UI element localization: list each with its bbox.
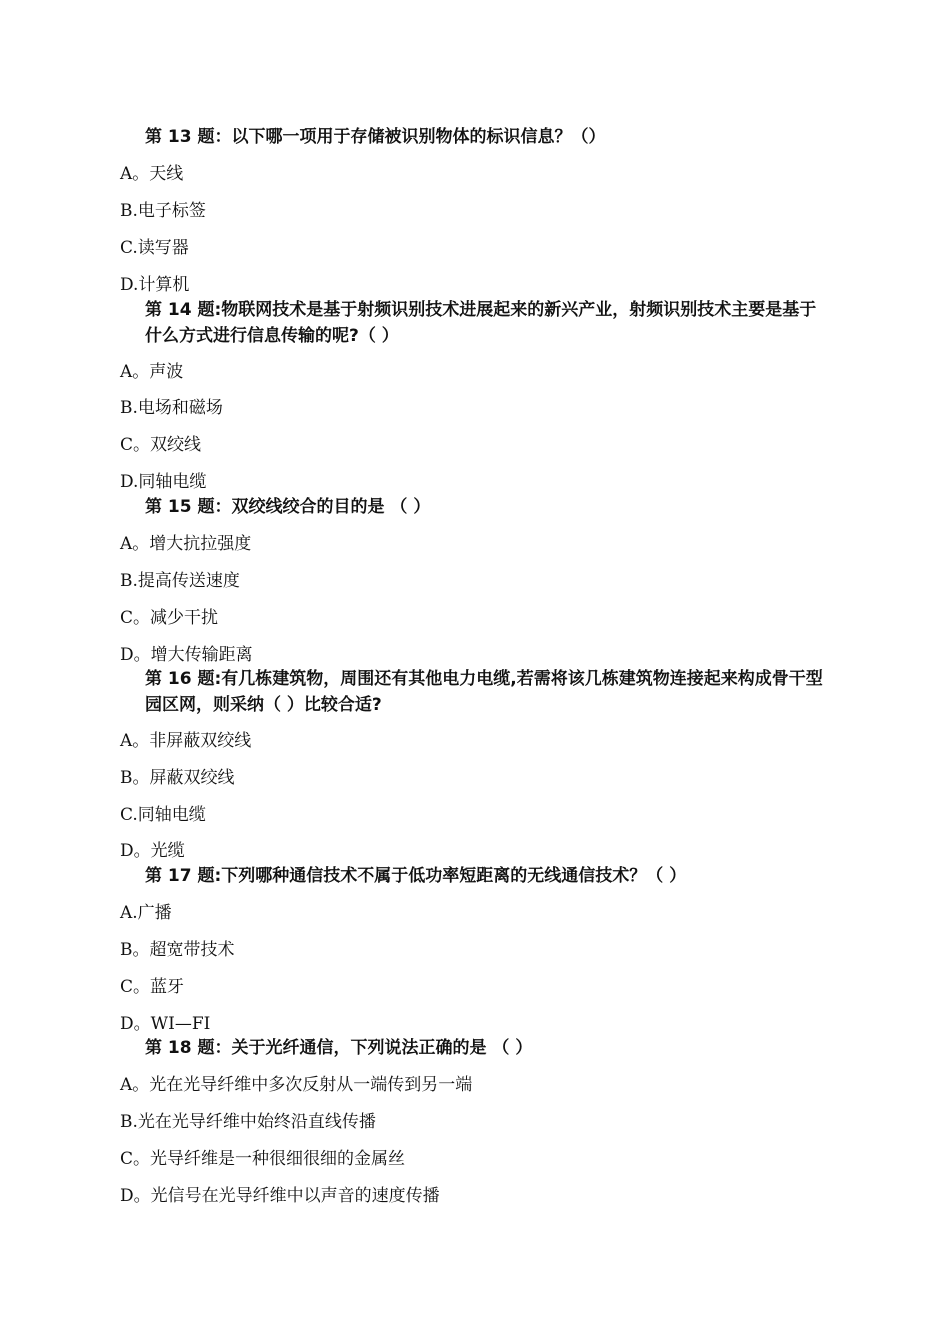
question-16-option-a: A。非屏蔽双绞线 <box>120 731 252 751</box>
question-17-option-c: C。蓝牙 <box>120 977 185 997</box>
question-14-title: 第 14 题:物联网技术是基于射频识别技术进展起来的新兴产业，射频识别技术主要是基于什么方式进行信息传输的呢?（ ） <box>145 300 817 346</box>
question-14-option-d: D.同轴电缆 <box>120 472 207 492</box>
question-14-option-c: C。双绞线 <box>120 435 202 455</box>
question-15-option-d: D。增大传输距离 <box>120 645 253 665</box>
question-13-title: 第 13 题：以下哪一项用于存储被识别物体的标识信息？（） <box>145 127 606 147</box>
question-18-option-d: D。光信号在光导纤维中以声音的速度传播 <box>120 1186 440 1206</box>
question-16-option-d: D。光缆 <box>120 841 185 861</box>
question-14-option-b: B.电场和磁场 <box>120 398 223 418</box>
question-17-option-d: D。WI—FI <box>120 1014 211 1034</box>
question-18-title: 第 18 题：关于光纤通信，下列说法正确的是 （ ） <box>145 1038 533 1058</box>
question-18-option-c: C。光导纤维是一种很细很细的金属丝 <box>120 1149 406 1169</box>
question-15-option-a: A。增大抗拉强度 <box>120 534 252 554</box>
question-16-title: 第 16 题:有几栋建筑物，周围还有其他电力电缆,若需将该几栋建筑物连接起来构成骨干型园区网，则采纳（ ）比较合适? <box>145 669 823 715</box>
question-15-option-c: C。减少干扰 <box>120 608 219 628</box>
question-17-option-a: A.广播 <box>120 903 172 923</box>
question-13-option-b: B.电子标签 <box>120 201 206 221</box>
question-17-title: 第 17 题:下列哪种通信技术不属于低功率短距离的无线通信技术？（ ） <box>145 866 687 886</box>
question-18-option-b: B.光在光导纤维中始终沿直线传播 <box>120 1112 376 1132</box>
question-16-option-c: C.同轴电缆 <box>120 805 206 825</box>
question-16-option-b: B。屏蔽双绞线 <box>120 768 235 788</box>
question-18-option-a: A。光在光导纤维中多次反射从一端传到另一端 <box>120 1075 473 1095</box>
question-14-option-a: A。声波 <box>120 362 184 382</box>
question-13-option-a: A。天线 <box>120 164 184 184</box>
question-13-option-d: D.计算机 <box>120 275 190 295</box>
question-13-option-c: C.读写器 <box>120 238 189 258</box>
question-15-option-b: B.提高传送速度 <box>120 571 240 591</box>
question-17-option-b: B。超宽带技术 <box>120 940 235 960</box>
question-15-title: 第 15 题：双绞线绞合的目的是 （ ） <box>145 497 431 517</box>
